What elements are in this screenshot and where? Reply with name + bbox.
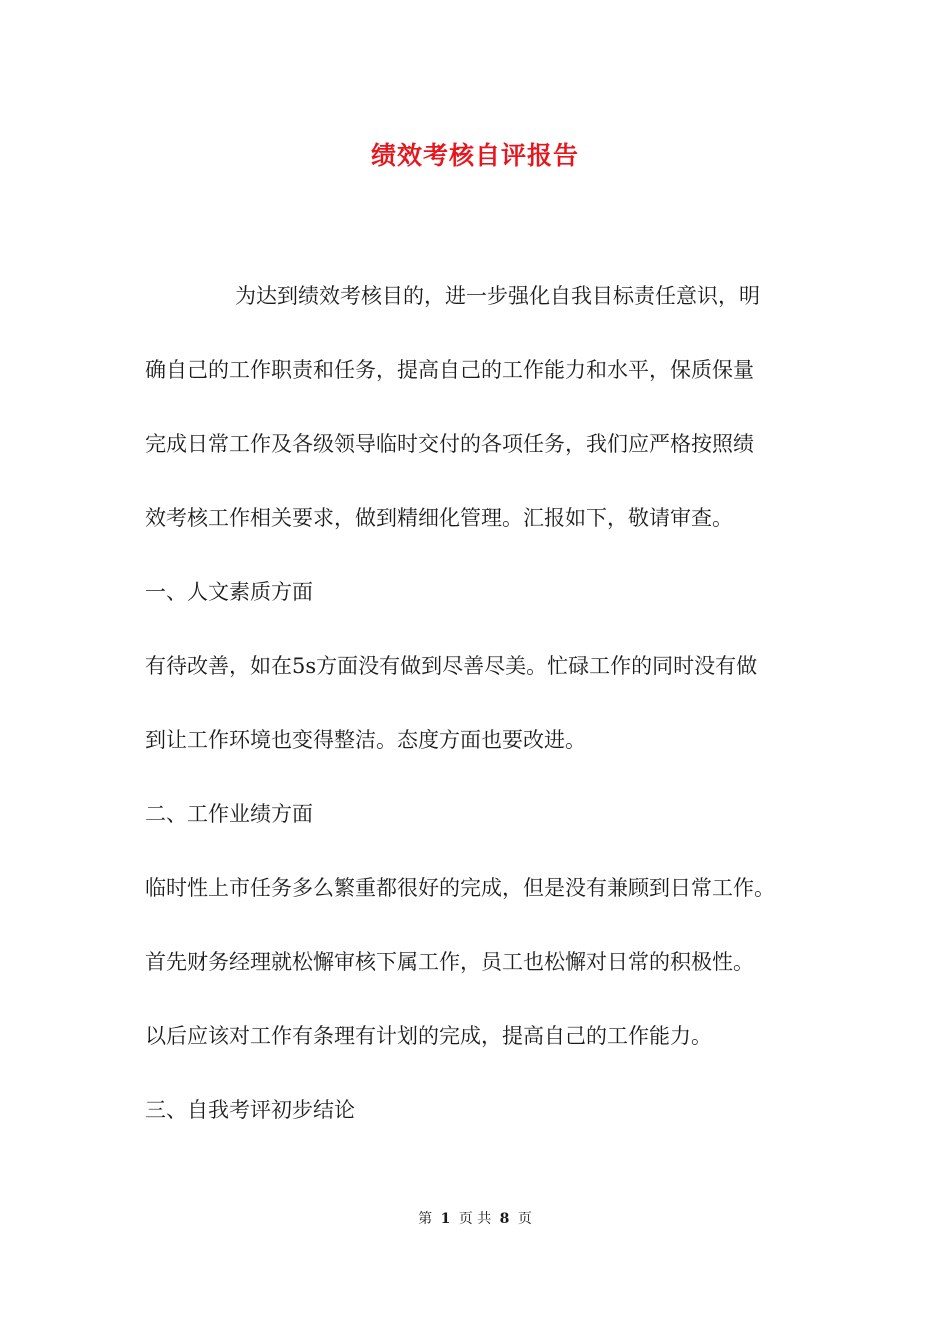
paragraph-line: 临时性上市任务多么繁重都很好的完成，但是没有兼顾到日常工作。 — [145, 876, 775, 900]
paragraph-line: 首先财务经理就松懈审核下属工作，员工也松懈对日常的积极性。 — [145, 950, 754, 974]
document-title: 绩效考核自评报告 — [370, 141, 579, 170]
footer-suffix: 页 — [517, 1211, 532, 1227]
section-heading-3: 三、自我考评初步结论 — [145, 1098, 355, 1122]
paragraph-line: 为达到绩效考核目的，进一步强化自我目标责任意识，明 — [235, 284, 760, 308]
page-footer — [0, 1208, 950, 1228]
section-heading-2: 二、工作业绩方面 — [145, 802, 313, 826]
paragraph-line: 确自己的工作职责和任务，提高自己的工作能力和水平，保质保量 — [145, 358, 754, 382]
section-heading-1: 一、人文素质方面 — [145, 580, 313, 604]
paragraph-line: 以后应该对工作有条理有计划的完成，提高自己的工作能力。 — [145, 1024, 712, 1048]
footer-page-number: 1 — [440, 1211, 451, 1227]
footer-middle: 页 共 — [458, 1211, 492, 1227]
paragraph-line: 有待改善，如在5s方面没有做到尽善尽美。忙碌工作的同时没有做 — [145, 654, 758, 678]
footer-total-pages: 8 — [499, 1211, 510, 1227]
paragraph-line: 完成日常工作及各级领导临时交付的各项任务，我们应严格按照绩 — [145, 432, 754, 456]
paragraph-line: 效考核工作相关要求，做到精细化管理。汇报如下，敬请审查。 — [145, 506, 733, 530]
footer-prefix: 第 — [418, 1211, 433, 1227]
paragraph-line: 到让工作环境也变得整洁。态度方面也要改进。 — [145, 728, 586, 752]
